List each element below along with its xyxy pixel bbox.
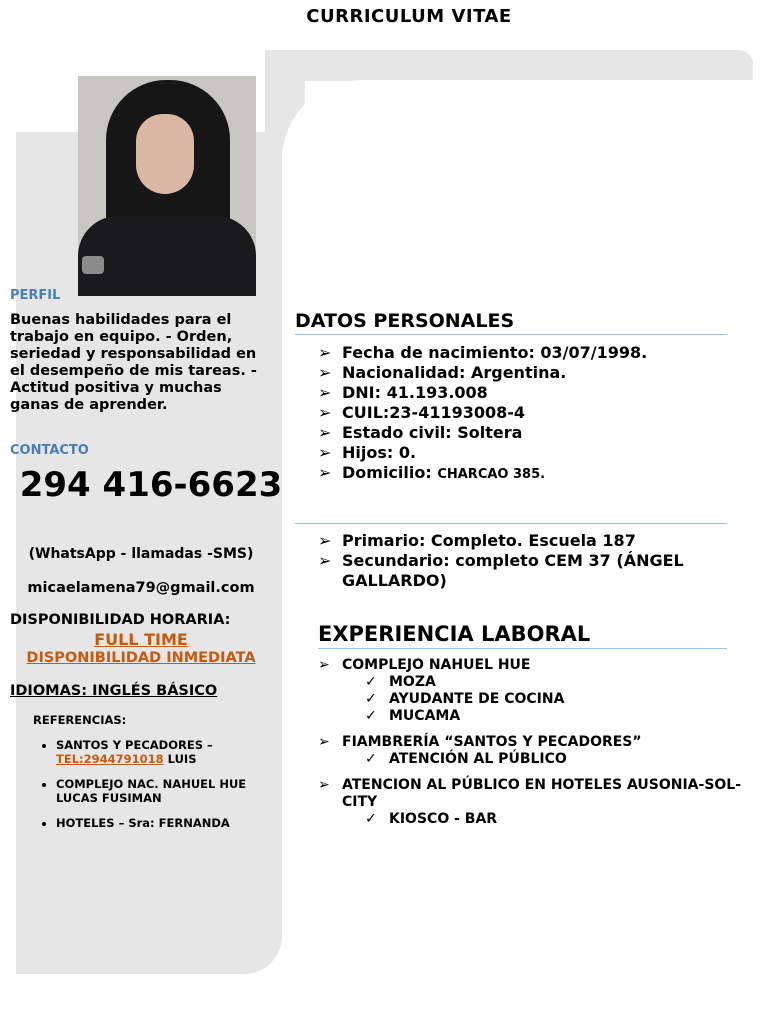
- educacion-item: ➢ Secundario: completo CEM 37 (ÁNGEL GALLARDO): [318, 551, 684, 590]
- referencia-item: [56, 816, 301, 830]
- referencia-item: [56, 777, 301, 805]
- dato-item: ➢ CUIL:23-41193008-4: [318, 403, 526, 422]
- main-content-area: [282, 80, 753, 980]
- referencia-text: LUIS: [163, 752, 197, 766]
- arrow-icon: ➢: [318, 363, 332, 382]
- check-icon: ✓: [365, 751, 377, 767]
- check-icon: ✓: [365, 811, 377, 827]
- disponibilidad-inmediata-text: DISPONIBILIDAD INMEDIATA: [26, 650, 256, 666]
- experiencia-item: ➢ COMPLEJO NAHUEL HUE ✓ MOZA ✓ AYUDANTE DE COCINA ✓ MUCAMA: [318, 657, 768, 725]
- dato-item: ➢ Estado civil: Soltera: [318, 423, 523, 442]
- idiomas-text: IDIOMAS: INGLÉS BÁSICO: [10, 683, 218, 699]
- phone-number: 294 416-6623: [19, 465, 283, 505]
- dato-item: ➢ Nacionalidad: Argentina.: [318, 363, 567, 382]
- perfil-label: PERFIL: [10, 288, 61, 303]
- experiencia-subitem: ✓ MOZA: [365, 674, 436, 690]
- check-icon: ✓: [365, 691, 377, 707]
- experiencia-subitem: ✓ ATENCIÓN AL PÚBLICO: [365, 751, 567, 767]
- experiencia-list: [318, 657, 768, 837]
- experiencia-item: ➢ ATENCION AL PÚBLICO EN HOTELES AUSONIA-SOL-CITY ✓ KIOSCO - BAR: [318, 777, 768, 828]
- dato-item: ➢ Fecha de nacimiento: 03/07/1998.: [318, 343, 648, 362]
- experiencia-subitem: ✓ MUCAMA: [365, 708, 461, 724]
- referencia-text: LUCAS FUSIMAN: [56, 791, 162, 805]
- educacion-list: [318, 531, 768, 591]
- arrow-icon: ➢: [318, 423, 332, 442]
- datos-personales-list: [318, 343, 647, 485]
- experiencia-subitem: ✓ AYUDANTE DE COCINA: [365, 691, 565, 707]
- dato-item: ➢ Hijos: 0.: [318, 443, 417, 462]
- experiencia-item: ➢ FIAMBRERÍA “SANTOS Y PECADORES” ✓ ATENCIÓN AL PÚBLICO: [318, 734, 768, 768]
- arrow-icon: ➢: [318, 403, 332, 422]
- educacion-item: ➢ Primario: Completo. Escuela 187: [318, 531, 636, 550]
- referencia-text: SANTOS Y PECADORES –: [56, 738, 213, 752]
- arrow-icon: ➢: [318, 443, 332, 462]
- disponibilidad-label: DISPONIBILIDAD HORARIA:: [10, 612, 231, 628]
- document-title: CURRICULUM VITAE: [306, 6, 512, 27]
- arrow-icon: ➢: [318, 551, 332, 570]
- phone-note: (WhatsApp - llamadas -SMS): [28, 546, 254, 562]
- check-icon: ✓: [365, 708, 377, 724]
- referencias-label: REFERENCIAS:: [33, 713, 127, 727]
- dato-item: ➢ Domicilio: CHARCAO 385.: [318, 463, 546, 482]
- arrow-icon: ➢: [318, 657, 330, 673]
- arrow-icon: ➢: [318, 343, 332, 362]
- arrow-icon: ➢: [318, 734, 330, 750]
- arrow-icon: ➢: [318, 463, 332, 482]
- educacion-divider: [295, 523, 727, 524]
- profile-photo: [78, 76, 256, 296]
- referencia-item: [56, 738, 301, 766]
- referencia-text: COMPLEJO NAC. NAHUEL HUE: [56, 777, 247, 791]
- referencia-tel-link[interactable]: TEL:2944791018: [56, 752, 164, 766]
- datos-personales-heading: DATOS PERSONALES: [295, 310, 727, 335]
- perfil-text: Buenas habilidades para el trabajo en equipo. - Orden, seriedad y responsabilidad en el desempeño de mis tareas. - Actitud positiva y muchas ganas de aprender.: [10, 312, 257, 413]
- arrow-icon: ➢: [318, 531, 332, 550]
- full-time-text: FULL TIME: [94, 630, 188, 649]
- arrow-icon: ➢: [318, 777, 330, 793]
- referencia-text: HOTELES – Sra: FERNANDA: [56, 816, 230, 830]
- contacto-label: CONTACTO: [10, 443, 89, 458]
- experiencia-subitem: ✓ KIOSCO - BAR: [365, 811, 498, 827]
- arrow-icon: ➢: [318, 383, 332, 402]
- experiencia-heading: EXPERIENCIA LABORAL: [318, 622, 727, 649]
- referencias-list: [30, 738, 301, 841]
- email-address: micaelamena79@gmail.com: [27, 580, 255, 596]
- dato-item: ➢ DNI: 41.193.008: [318, 383, 488, 402]
- header-band: [270, 50, 753, 81]
- check-icon: ✓: [365, 674, 377, 690]
